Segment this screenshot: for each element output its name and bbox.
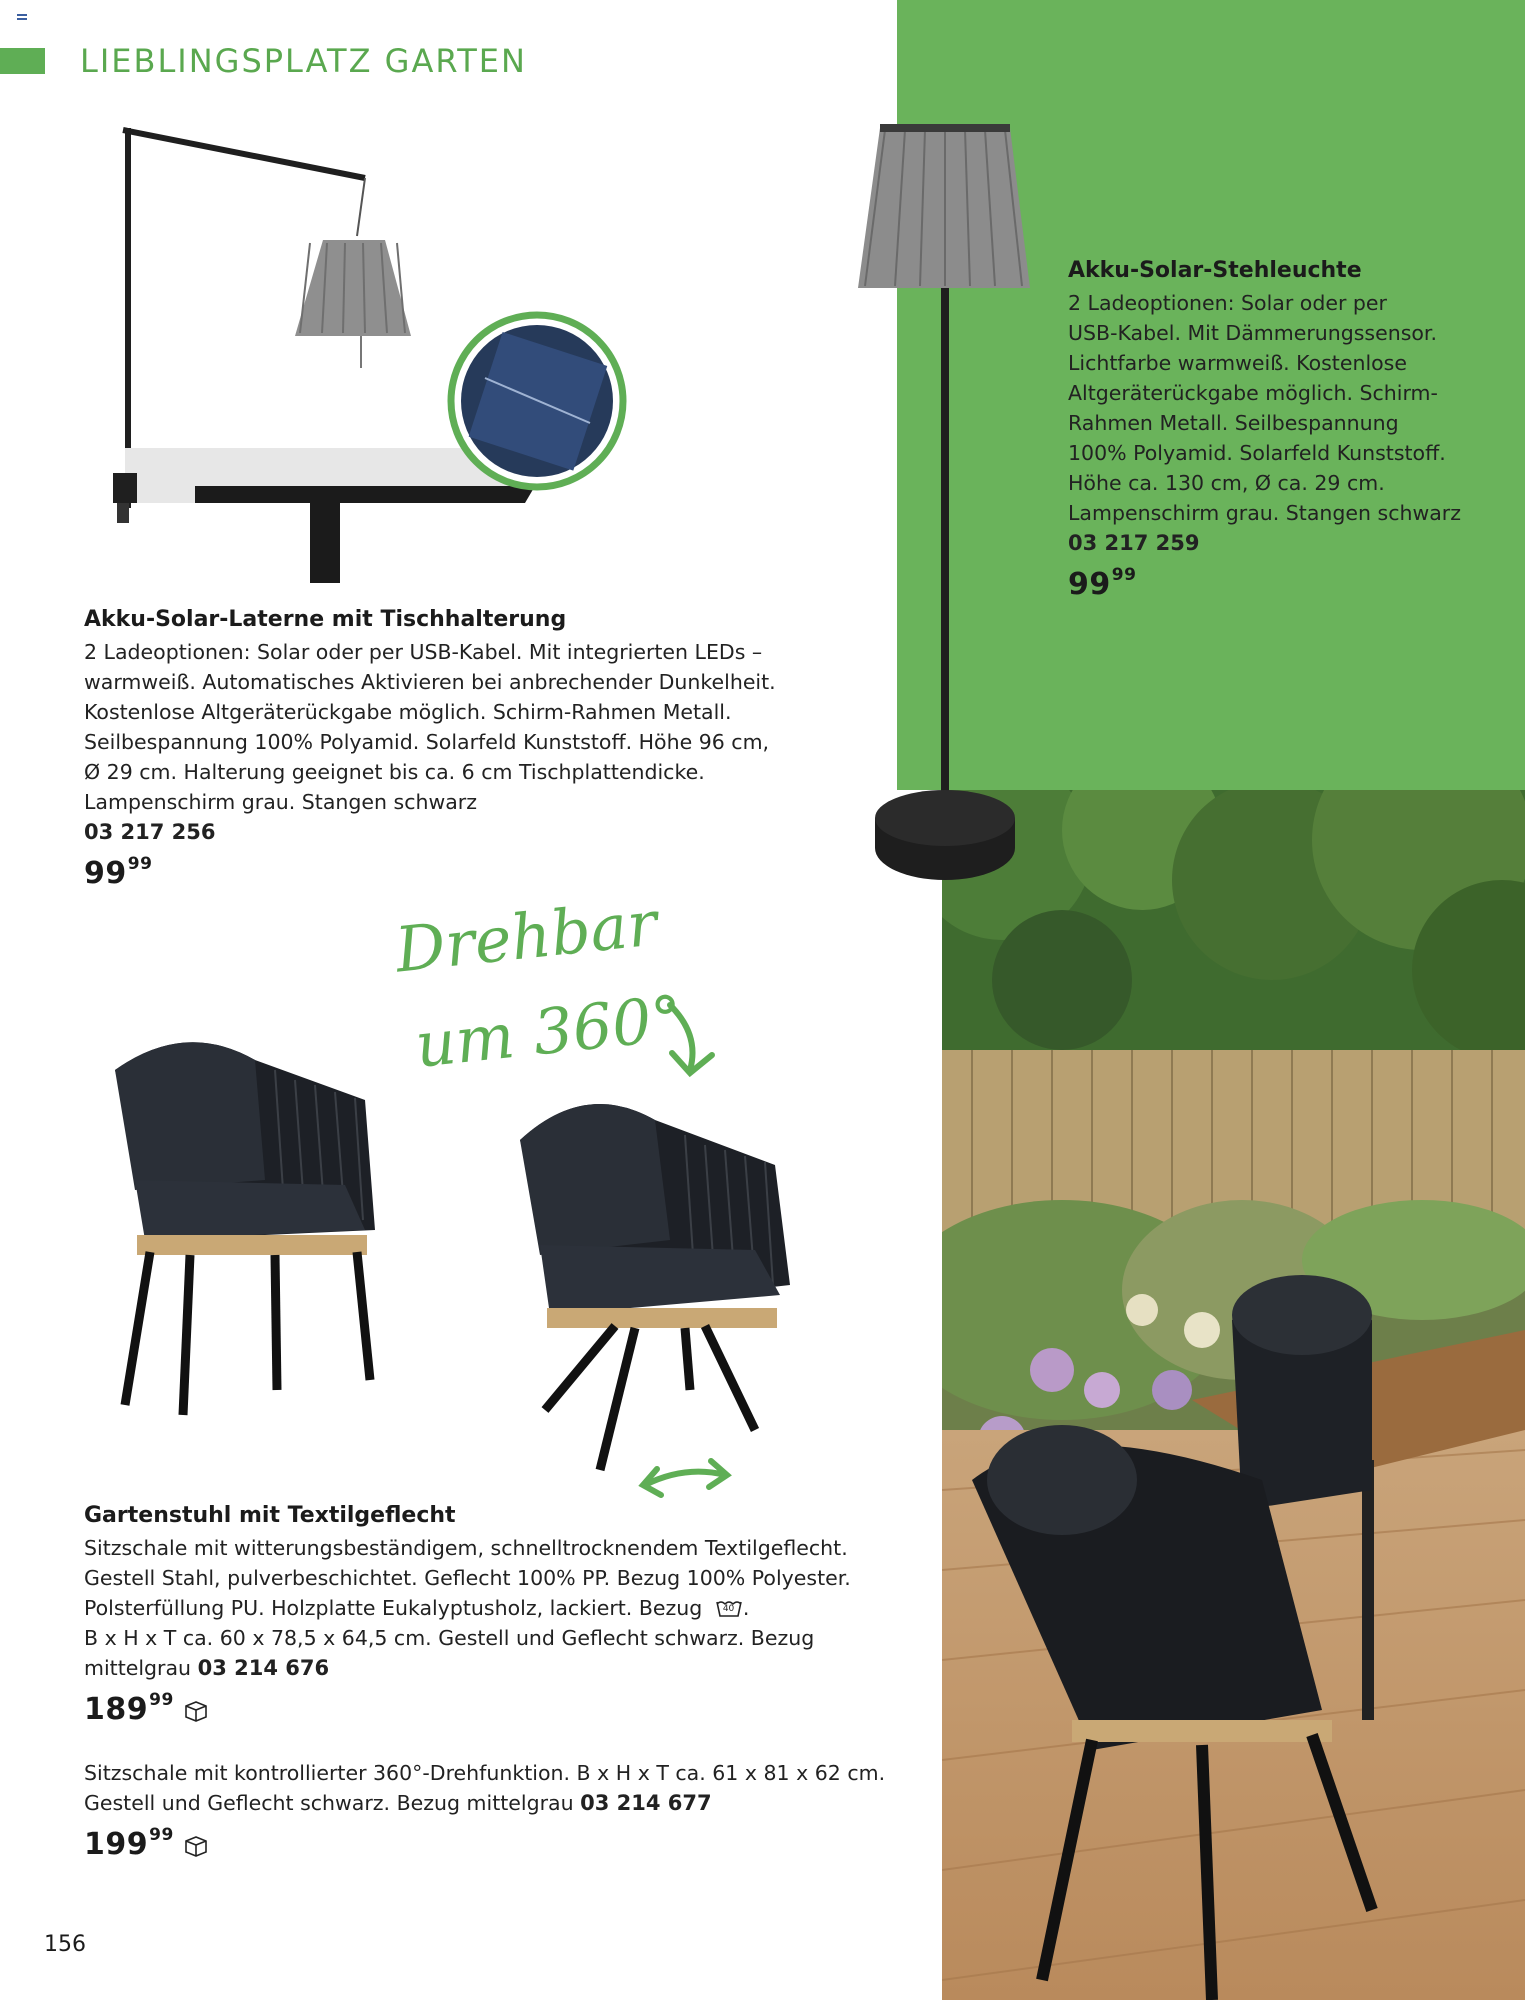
page-number: 156	[44, 1932, 86, 1957]
laterne-line: Kostenlose Altgeräterückgabe möglich. Schirm-Rahmen Metall.	[84, 700, 732, 724]
stehleuchte-line: Lichtfarbe warmweiß. Kostenlose	[1068, 351, 1407, 375]
stehleuchte-article-number: 03 217 259	[1068, 531, 1200, 555]
laterne-price	[84, 854, 152, 891]
drehstuhl-line	[84, 1788, 904, 1818]
wash-temperature: 40	[722, 1604, 735, 1614]
drehstuhl-price-cents: 99	[149, 1825, 174, 1845]
package-icon	[184, 1835, 208, 1857]
gartenstuhl-description	[84, 1533, 884, 1683]
page-title: LIEBLINGSPLATZ GARTEN	[80, 42, 527, 80]
drehstuhl-description	[84, 1758, 904, 1818]
gartenstuhl-line: Polsterfüllung PU. Holzplatte Eukalyptusholz, lackiert. Bezug 40 .	[84, 1596, 750, 1620]
laterne-price-main: 99	[84, 856, 127, 891]
laterne-line: Ø 29 cm. Halterung geeignet bis ca. 6 cm Tischplattendicke.	[84, 760, 705, 784]
laterne-line: Lampenschirm grau. Stangen schwarz	[84, 790, 477, 814]
stehleuchte-price	[1068, 565, 1136, 602]
stehleuchte-price-main: 99	[1068, 567, 1111, 602]
drehbar-badge-line2: um 360°	[411, 981, 686, 1082]
stehleuchte-line: USB-Kabel. Mit Dämmerungssensor.	[1068, 321, 1437, 345]
gartenstuhl-line: B x H x T ca. 60 x 78,5 x 64,5 cm. Gestell und Geflecht schwarz. Bezug	[84, 1626, 815, 1650]
stehleuchte-price-cents: 99	[1111, 565, 1137, 585]
laterne-line: warmweiß. Automatisches Aktivieren bei anbrechender Dunkelheit.	[84, 670, 776, 694]
arrow-down-icon	[660, 995, 730, 1085]
laterne-line: 2 Ladeoptionen: Solar oder per USB-Kabel. Mit integrierten LEDs –	[84, 640, 763, 664]
wash-40-icon	[715, 1598, 743, 1618]
product-image-gartenstuhl	[95, 1030, 395, 1420]
gartenstuhl-price-main: 189	[84, 1692, 149, 1727]
gartenstuhl-article-number: 03 214 676	[197, 1656, 330, 1680]
drehstuhl-line: Sitzschale mit kontrollierter 360°-Drehfunktion. B x H x T ca. 61 x 81 x 62 cm.	[84, 1761, 886, 1785]
product-image-drehstuhl	[505, 1090, 805, 1480]
drehstuhl-article-number: 03 214 677	[580, 1791, 712, 1815]
gartenstuhl-price	[84, 1690, 208, 1727]
stehleuchte-line: 100% Polyamid. Solarfeld Kunststoff.	[1068, 441, 1446, 465]
stehleuchte-line: 2 Ladeoptionen: Solar oder per	[1068, 291, 1387, 315]
garden-scene-illustration	[942, 790, 1525, 2000]
laterne-article-number: 03 217 256	[84, 820, 216, 844]
stehleuchte-description	[1068, 288, 1508, 558]
header-accent-bar	[0, 48, 45, 74]
stehleuchte-line: Höhe ca. 130 cm, Ø ca. 29 cm.	[1068, 471, 1385, 495]
menu-icon[interactable]	[17, 14, 27, 24]
laterne-price-cents: 99	[127, 854, 153, 874]
garden-photo	[942, 790, 1525, 2000]
stehleuchte-line: Lampenschirm grau. Stangen schwarz	[1068, 501, 1461, 525]
product-image-laterne	[95, 118, 635, 588]
gartenstuhl-price-cents: 99	[149, 1690, 174, 1710]
laterne-line: Seilbespannung 100% Polyamid. Solarfeld Kunststoff. Höhe 96 cm,	[84, 730, 770, 754]
product-image-stehleuchte	[850, 118, 1040, 888]
drehstuhl-line-text: Gestell und Geflecht schwarz. Bezug mittelgrau	[84, 1791, 574, 1815]
drehbar-badge-line1: Drehbar	[391, 886, 661, 987]
rotate-arrows-icon	[635, 1455, 735, 1505]
gartenstuhl-line-text: mittelgrau	[84, 1656, 192, 1680]
laterne-title: Akku-Solar-Laterne mit Tischhalterung	[84, 607, 567, 632]
gartenstuhl-line-text: Polsterfüllung PU. Holzplatte Eukalyptusholz, lackiert. Bezug	[84, 1596, 703, 1620]
gartenstuhl-line	[84, 1653, 884, 1683]
gartenstuhl-title: Gartenstuhl mit Textilgeflecht	[84, 1503, 456, 1528]
stehleuchte-line: Altgeräterückgabe möglich. Schirm-	[1068, 381, 1438, 405]
stehleuchte-line: Rahmen Metall. Seilbespannung	[1068, 411, 1399, 435]
drehstuhl-price	[84, 1825, 208, 1862]
gartenstuhl-line: Sitzschale mit witterungsbeständigem, schnelltrocknendem Textilgeflecht.	[84, 1536, 848, 1560]
package-icon	[184, 1700, 208, 1722]
stehleuchte-title: Akku-Solar-Stehleuchte	[1068, 258, 1362, 283]
gartenstuhl-line: Gestell Stahl, pulverbeschichtet. Geflecht 100% PP. Bezug 100% Polyester.	[84, 1566, 851, 1590]
laterne-description	[84, 637, 784, 847]
drehstuhl-price-main: 199	[84, 1827, 149, 1862]
